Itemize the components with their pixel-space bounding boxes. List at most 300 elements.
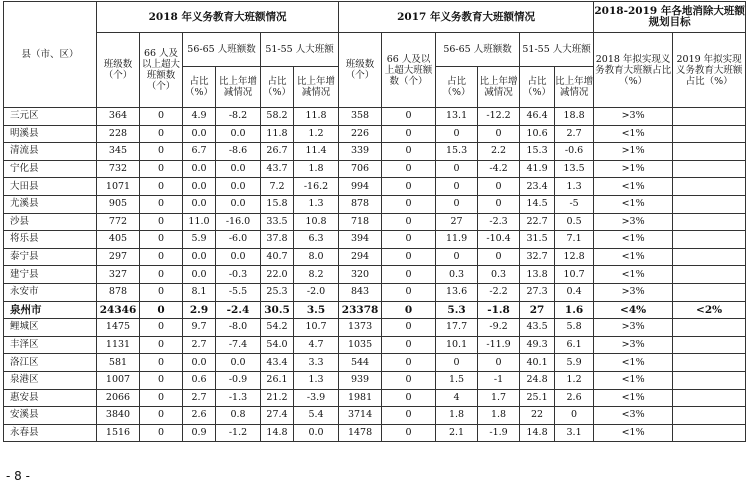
- table-row: [4, 213, 746, 231]
- over66-2017-cell: 0: [382, 424, 436, 442]
- g5665-pct-2017-cell: 27: [436, 213, 478, 231]
- table-row: [4, 266, 746, 284]
- g5665-change-2018-cell: -7.4: [216, 336, 261, 354]
- g5155-pct-2018-cell: 58.2: [261, 108, 294, 126]
- g5155-change-2018-cell: 10.8: [294, 213, 339, 231]
- g5665-change-2017-cell: -1.9: [478, 424, 520, 442]
- county-name-cell: 建宁县: [4, 266, 97, 284]
- g5665-change-2018-cell: -0.3: [216, 266, 261, 284]
- county-name-cell: 安溪县: [4, 407, 97, 425]
- g5665-pct-2018-cell: 0.0: [183, 125, 216, 143]
- classes-2018-cell: 581: [97, 354, 140, 372]
- g5155-pct-2018-cell: 54.2: [261, 319, 294, 337]
- over66-2017-cell: 0: [382, 371, 436, 389]
- g5665-header-2017: 56-65 人班额数: [436, 33, 520, 67]
- table-row: [4, 178, 746, 196]
- g5665-pct-2017-cell: 0: [436, 125, 478, 143]
- classes-2018-cell: 405: [97, 231, 140, 249]
- group-header-plan: 2018-2019 年各地消除大班额规划目标: [594, 2, 746, 33]
- g5155-pct-2017-cell: 43.5: [520, 319, 555, 337]
- over66-2017-cell: 0: [382, 248, 436, 266]
- g5155-change-2018-cell: 8.2: [294, 266, 339, 284]
- g5665-pct-2018-cell: 2.6: [183, 407, 216, 425]
- over66-2018-cell: 0: [140, 125, 183, 143]
- g5665-pct-2018-cell: 8.1: [183, 283, 216, 301]
- over66-2017-cell: 0: [382, 389, 436, 407]
- plan-2018-cell: <1%: [594, 389, 673, 407]
- over66-2018-cell: 0: [140, 231, 183, 249]
- over66-2018-cell: 0: [140, 160, 183, 178]
- g5665-pct-2018-cell: 0.0: [183, 178, 216, 196]
- plan-2019-cell: [673, 231, 746, 249]
- classes-2018-cell: 1475: [97, 319, 140, 337]
- g5665-pct-2017-cell: 0: [436, 178, 478, 196]
- g5665-change-2017-cell: -10.4: [478, 231, 520, 249]
- g5155-pct-2017-cell: 22: [520, 407, 555, 425]
- classes-2017-cell: 358: [339, 108, 382, 126]
- g5155-pct-2017-cell: 25.1: [520, 389, 555, 407]
- plan-2019-cell: [673, 248, 746, 266]
- g5155-change-2018-cell: 3.3: [294, 354, 339, 372]
- table-row: [4, 336, 746, 354]
- g5665-change-2017-cell: 0: [478, 248, 520, 266]
- table-row: [4, 160, 746, 178]
- g5155-change-2017-cell: 0.4: [555, 283, 594, 301]
- county-name-cell: 尤溪县: [4, 195, 97, 213]
- g5155-pct-2018-cell: 33.5: [261, 213, 294, 231]
- over66-2017-cell: 0: [382, 143, 436, 161]
- g5155-change-2018-cell: 3.5: [294, 301, 339, 319]
- g5665-pct-2018-cell: 0.0: [183, 195, 216, 213]
- g5155-change-2017-cell: -0.6: [555, 143, 594, 161]
- group-header-2017: 2017 年义务教育大班额情况: [339, 2, 594, 33]
- g5155-pct-2018-cell: 22.0: [261, 266, 294, 284]
- change-header: 比上年增减情况: [555, 67, 594, 108]
- g5665-pct-2017-cell: 4: [436, 389, 478, 407]
- classes-2018-cell: 905: [97, 195, 140, 213]
- g5665-change-2018-cell: 0.0: [216, 195, 261, 213]
- g5155-change-2018-cell: 1.3: [294, 195, 339, 213]
- g5155-change-2018-cell: 1.3: [294, 371, 339, 389]
- county-name-cell: 沙县: [4, 213, 97, 231]
- g5665-header-2018: 56-65 人班额数: [183, 33, 261, 67]
- g5665-change-2017-cell: -1: [478, 371, 520, 389]
- over66-2017-cell: 0: [382, 125, 436, 143]
- change-header: 比上年增减情况: [294, 67, 339, 108]
- plan-2018-cell: <1%: [594, 248, 673, 266]
- plan-2018-cell: <3%: [594, 407, 673, 425]
- g5155-change-2018-cell: 8.0: [294, 248, 339, 266]
- g5665-change-2018-cell: 0.0: [216, 178, 261, 196]
- g5155-change-2018-cell: 4.7: [294, 336, 339, 354]
- county-name-cell: 宁化县: [4, 160, 97, 178]
- g5155-pct-2017-cell: 14.8: [520, 424, 555, 442]
- plan-2018-cell: <1%: [594, 195, 673, 213]
- g5665-change-2018-cell: -6.0: [216, 231, 261, 249]
- classes-2017-cell: 226: [339, 125, 382, 143]
- classes-2018-cell: 1071: [97, 178, 140, 196]
- g5155-change-2018-cell: 11.4: [294, 143, 339, 161]
- county-name-cell: 丰泽区: [4, 336, 97, 354]
- plan-2018-cell: <1%: [594, 424, 673, 442]
- over66-2018-cell: 0: [140, 424, 183, 442]
- plan-2018-cell: >1%: [594, 143, 673, 161]
- g5155-change-2018-cell: 10.7: [294, 319, 339, 337]
- g5155-change-2018-cell: 0.0: [294, 424, 339, 442]
- over66-2018-cell: 0: [140, 213, 183, 231]
- g5665-pct-2018-cell: 0.9: [183, 424, 216, 442]
- g5155-pct-2017-cell: 41.9: [520, 160, 555, 178]
- county-name-cell: 大田县: [4, 178, 97, 196]
- g5155-pct-2017-cell: 32.7: [520, 248, 555, 266]
- plan-2018-cell: <1%: [594, 354, 673, 372]
- county-name-cell: 明溪县: [4, 125, 97, 143]
- g5665-change-2018-cell: -2.4: [216, 301, 261, 319]
- g5665-pct-2018-cell: 0.0: [183, 266, 216, 284]
- classes-2017-cell: 394: [339, 231, 382, 249]
- g5155-pct-2018-cell: 26.1: [261, 371, 294, 389]
- classes-2018-cell: 732: [97, 160, 140, 178]
- g5155-pct-2018-cell: 26.7: [261, 143, 294, 161]
- g5155-pct-2018-cell: 15.8: [261, 195, 294, 213]
- classes-2018-cell: 1516: [97, 424, 140, 442]
- over66-2018-cell: 0: [140, 283, 183, 301]
- g5155-change-2017-cell: 18.8: [555, 108, 594, 126]
- classes-2017-cell: 994: [339, 178, 382, 196]
- over66-2017-cell: 0: [382, 301, 436, 319]
- classes-2017-cell: 1981: [339, 389, 382, 407]
- classes-2017-cell: 339: [339, 143, 382, 161]
- plan-2018-cell: <1%: [594, 231, 673, 249]
- g5155-pct-2017-cell: 14.5: [520, 195, 555, 213]
- g5155-pct-2017-cell: 15.3: [520, 143, 555, 161]
- over66-2018-cell: 0: [140, 178, 183, 196]
- g5155-pct-2017-cell: 46.4: [520, 108, 555, 126]
- plan-2018-cell: >3%: [594, 319, 673, 337]
- g5155-pct-2017-cell: 40.1: [520, 354, 555, 372]
- over66-2017-cell: 0: [382, 231, 436, 249]
- g5155-change-2017-cell: 1.6: [555, 301, 594, 319]
- plan-2019-cell: [673, 283, 746, 301]
- g5665-pct-2017-cell: 10.1: [436, 336, 478, 354]
- county-name-cell: 泉州市: [4, 301, 97, 319]
- over66-header-2018: 66 人及以上超大班额数（个）: [140, 33, 183, 108]
- class-size-table: [3, 1, 746, 442]
- g5155-pct-2018-cell: 30.5: [261, 301, 294, 319]
- plan-2019-cell: [673, 336, 746, 354]
- g5155-change-2017-cell: 1.3: [555, 178, 594, 196]
- g5155-pct-2018-cell: 43.4: [261, 354, 294, 372]
- plan-2019-cell: [673, 160, 746, 178]
- classes-2018-cell: 772: [97, 213, 140, 231]
- plan-2018-cell: <4%: [594, 301, 673, 319]
- g5665-change-2017-cell: 1.7: [478, 389, 520, 407]
- g5665-pct-2017-cell: 0: [436, 160, 478, 178]
- over66-2017-cell: 0: [382, 108, 436, 126]
- g5665-change-2017-cell: -2.3: [478, 213, 520, 231]
- classes-2017-cell: 878: [339, 195, 382, 213]
- g5665-pct-2017-cell: 1.5: [436, 371, 478, 389]
- county-name-cell: 泰宁县: [4, 248, 97, 266]
- g5155-pct-2018-cell: 21.2: [261, 389, 294, 407]
- plan-2018-cell: <1%: [594, 266, 673, 284]
- g5155-change-2017-cell: 2.7: [555, 125, 594, 143]
- g5155-pct-2018-cell: 27.4: [261, 407, 294, 425]
- g5155-pct-2018-cell: 25.3: [261, 283, 294, 301]
- g5665-change-2017-cell: -12.2: [478, 108, 520, 126]
- table-row: [4, 143, 746, 161]
- g5665-change-2018-cell: 0.8: [216, 407, 261, 425]
- g5665-pct-2017-cell: 1.8: [436, 407, 478, 425]
- classes-2017-cell: 1478: [339, 424, 382, 442]
- g5665-pct-2018-cell: 0.0: [183, 160, 216, 178]
- g5155-change-2017-cell: -5: [555, 195, 594, 213]
- g5665-change-2017-cell: 0: [478, 354, 520, 372]
- over66-2018-cell: 0: [140, 319, 183, 337]
- group-header-2018: 2018 年义务教育大班额情况: [97, 2, 339, 33]
- over66-2018-cell: 0: [140, 371, 183, 389]
- table-row: [4, 108, 746, 126]
- g5665-pct-2018-cell: 9.7: [183, 319, 216, 337]
- classes-2018-cell: 1131: [97, 336, 140, 354]
- classes-2017-cell: 23378: [339, 301, 382, 319]
- g5155-change-2017-cell: 1.2: [555, 371, 594, 389]
- g5665-pct-2017-cell: 0.3: [436, 266, 478, 284]
- g5155-pct-2017-cell: 13.8: [520, 266, 555, 284]
- plan-2018-cell: >3%: [594, 108, 673, 126]
- g5155-change-2017-cell: 0.5: [555, 213, 594, 231]
- g5155-change-2017-cell: 2.6: [555, 389, 594, 407]
- g5665-pct-2018-cell: 6.7: [183, 143, 216, 161]
- over66-2017-cell: 0: [382, 213, 436, 231]
- g5665-change-2017-cell: 0: [478, 195, 520, 213]
- plan-2018-cell: <1%: [594, 125, 673, 143]
- g5665-pct-2017-cell: 11.9: [436, 231, 478, 249]
- classes-header-2018: 班级数（个）: [97, 33, 140, 108]
- plan-2019-cell: [673, 143, 746, 161]
- g5155-change-2018-cell: -3.9: [294, 389, 339, 407]
- g5665-change-2017-cell: 1.8: [478, 407, 520, 425]
- table-row: [4, 371, 746, 389]
- table-row: [4, 301, 746, 319]
- classes-2017-cell: 843: [339, 283, 382, 301]
- plan-2018-cell: >3%: [594, 283, 673, 301]
- g5665-pct-2017-cell: 13.1: [436, 108, 478, 126]
- g5155-pct-2017-cell: 27: [520, 301, 555, 319]
- g5665-pct-2017-cell: 15.3: [436, 143, 478, 161]
- g5155-header-2018: 51-55 人大班额: [261, 33, 339, 67]
- g5665-change-2018-cell: 0.0: [216, 248, 261, 266]
- g5155-pct-2017-cell: 23.4: [520, 178, 555, 196]
- classes-2017-cell: 1035: [339, 336, 382, 354]
- g5665-pct-2018-cell: 5.9: [183, 231, 216, 249]
- over66-2017-cell: 0: [382, 319, 436, 337]
- g5665-pct-2017-cell: 17.7: [436, 319, 478, 337]
- table-row: [4, 319, 746, 337]
- page-number: - 8 -: [6, 469, 30, 483]
- pct-header: 占比（%）: [183, 67, 216, 108]
- county-name-cell: 三元区: [4, 108, 97, 126]
- g5665-change-2018-cell: -16.0: [216, 213, 261, 231]
- table-row: [4, 195, 746, 213]
- g5665-change-2017-cell: 0.3: [478, 266, 520, 284]
- over66-2017-cell: 0: [382, 195, 436, 213]
- g5665-pct-2018-cell: 11.0: [183, 213, 216, 231]
- classes-2018-cell: 345: [97, 143, 140, 161]
- plan-2019-cell: [673, 195, 746, 213]
- classes-2018-cell: 228: [97, 125, 140, 143]
- g5155-pct-2018-cell: 40.7: [261, 248, 294, 266]
- county-name-cell: 永春县: [4, 424, 97, 442]
- g5665-pct-2018-cell: 0.0: [183, 354, 216, 372]
- g5665-pct-2017-cell: 0: [436, 354, 478, 372]
- g5155-change-2017-cell: 5.8: [555, 319, 594, 337]
- plan-2019-cell: [673, 266, 746, 284]
- g5665-pct-2018-cell: 2.7: [183, 389, 216, 407]
- g5155-change-2018-cell: 5.4: [294, 407, 339, 425]
- plan-2019-cell: [673, 389, 746, 407]
- g5665-change-2018-cell: -5.5: [216, 283, 261, 301]
- plan-2019-cell: [673, 108, 746, 126]
- plan-2018-cell: <1%: [594, 178, 673, 196]
- change-header: 比上年增减情况: [216, 67, 261, 108]
- classes-2017-cell: 706: [339, 160, 382, 178]
- table-row: [4, 231, 746, 249]
- classes-2018-cell: 2066: [97, 389, 140, 407]
- change-header: 比上年增减情况: [478, 67, 520, 108]
- pct-header: 占比（%）: [520, 67, 555, 108]
- g5665-pct-2018-cell: 0.6: [183, 371, 216, 389]
- g5665-pct-2017-cell: 5.3: [436, 301, 478, 319]
- classes-2018-cell: 297: [97, 248, 140, 266]
- g5665-pct-2017-cell: 0: [436, 248, 478, 266]
- g5665-change-2017-cell: -9.2: [478, 319, 520, 337]
- g5665-change-2018-cell: 0.0: [216, 125, 261, 143]
- classes-2018-cell: 364: [97, 108, 140, 126]
- over66-2017-cell: 0: [382, 283, 436, 301]
- plan-2018-cell: >1%: [594, 160, 673, 178]
- g5155-pct-2017-cell: 49.3: [520, 336, 555, 354]
- g5665-change-2018-cell: -1.3: [216, 389, 261, 407]
- g5665-pct-2018-cell: 0.0: [183, 248, 216, 266]
- g5155-header-2017: 51-55 人大班额: [520, 33, 594, 67]
- plan-2019-cell: [673, 407, 746, 425]
- county-header: 县（市、区）: [4, 2, 97, 108]
- county-name-cell: 将乐县: [4, 231, 97, 249]
- g5665-change-2017-cell: -2.2: [478, 283, 520, 301]
- over66-2018-cell: 0: [140, 266, 183, 284]
- over66-2018-cell: 0: [140, 108, 183, 126]
- county-name-cell: 泉港区: [4, 371, 97, 389]
- over66-2017-cell: 0: [382, 266, 436, 284]
- g5665-change-2017-cell: -1.8: [478, 301, 520, 319]
- table-row: [4, 248, 746, 266]
- g5155-change-2018-cell: -16.2: [294, 178, 339, 196]
- g5155-pct-2018-cell: 11.8: [261, 125, 294, 143]
- plan-2019-cell: <2%: [673, 301, 746, 319]
- g5155-change-2017-cell: 7.1: [555, 231, 594, 249]
- g5665-change-2017-cell: -4.2: [478, 160, 520, 178]
- g5155-pct-2017-cell: 31.5: [520, 231, 555, 249]
- g5155-change-2018-cell: 1.8: [294, 160, 339, 178]
- g5665-change-2018-cell: 0.0: [216, 354, 261, 372]
- g5155-change-2017-cell: 13.5: [555, 160, 594, 178]
- over66-2018-cell: 0: [140, 143, 183, 161]
- over66-2017-cell: 0: [382, 407, 436, 425]
- g5665-pct-2017-cell: 0: [436, 195, 478, 213]
- table-row: [4, 125, 746, 143]
- g5155-pct-2018-cell: 43.7: [261, 160, 294, 178]
- classes-header-2017: 班级数（个）: [339, 33, 382, 108]
- plan-2018-cell: >3%: [594, 336, 673, 354]
- plan-2019-cell: [673, 354, 746, 372]
- g5665-change-2017-cell: -11.9: [478, 336, 520, 354]
- classes-2017-cell: 320: [339, 266, 382, 284]
- classes-2017-cell: 544: [339, 354, 382, 372]
- classes-2018-cell: 327: [97, 266, 140, 284]
- g5155-pct-2017-cell: 22.7: [520, 213, 555, 231]
- g5155-pct-2018-cell: 7.2: [261, 178, 294, 196]
- classes-2018-cell: 1007: [97, 371, 140, 389]
- pct-header: 占比（%）: [261, 67, 294, 108]
- g5665-pct-2017-cell: 2.1: [436, 424, 478, 442]
- over66-2018-cell: 0: [140, 248, 183, 266]
- plan-2018-cell: <1%: [594, 371, 673, 389]
- pct-header: 占比（%）: [436, 67, 478, 108]
- g5665-pct-2017-cell: 13.6: [436, 283, 478, 301]
- g5665-change-2018-cell: -8.6: [216, 143, 261, 161]
- over66-2017-cell: 0: [382, 160, 436, 178]
- g5665-change-2017-cell: 0: [478, 125, 520, 143]
- county-name-cell: 鲤城区: [4, 319, 97, 337]
- over66-2017-cell: 0: [382, 178, 436, 196]
- g5155-pct-2018-cell: 54.0: [261, 336, 294, 354]
- table-row: [4, 283, 746, 301]
- table-row: [4, 389, 746, 407]
- classes-2017-cell: 718: [339, 213, 382, 231]
- table-row: [4, 407, 746, 425]
- over66-2018-cell: 0: [140, 354, 183, 372]
- over66-2017-cell: 0: [382, 354, 436, 372]
- g5155-change-2018-cell: 6.3: [294, 231, 339, 249]
- over66-header-2017: 66 人及以上超大班额数（个）: [382, 33, 436, 108]
- g5155-change-2017-cell: 5.9: [555, 354, 594, 372]
- g5155-change-2017-cell: 12.8: [555, 248, 594, 266]
- county-name-cell: 惠安县: [4, 389, 97, 407]
- g5665-pct-2018-cell: 4.9: [183, 108, 216, 126]
- plan-2019-header: 2019 年拟实现义务教育大班额占比（%）: [673, 33, 746, 108]
- over66-2018-cell: 0: [140, 407, 183, 425]
- table-row: [4, 354, 746, 372]
- plan-2019-cell: [673, 319, 746, 337]
- plan-2019-cell: [673, 424, 746, 442]
- g5155-change-2017-cell: 3.1: [555, 424, 594, 442]
- g5665-change-2018-cell: -8.0: [216, 319, 261, 337]
- g5155-change-2017-cell: 0: [555, 407, 594, 425]
- classes-2018-cell: 878: [97, 283, 140, 301]
- g5155-change-2017-cell: 6.1: [555, 336, 594, 354]
- g5665-change-2018-cell: -0.9: [216, 371, 261, 389]
- county-name-cell: 永安市: [4, 283, 97, 301]
- g5155-pct-2018-cell: 14.8: [261, 424, 294, 442]
- g5665-change-2018-cell: -1.2: [216, 424, 261, 442]
- plan-2019-cell: [673, 371, 746, 389]
- plan-2018-cell: >3%: [594, 213, 673, 231]
- over66-2018-cell: 0: [140, 301, 183, 319]
- plan-2019-cell: [673, 178, 746, 196]
- g5155-pct-2018-cell: 37.8: [261, 231, 294, 249]
- table-row: [4, 424, 746, 442]
